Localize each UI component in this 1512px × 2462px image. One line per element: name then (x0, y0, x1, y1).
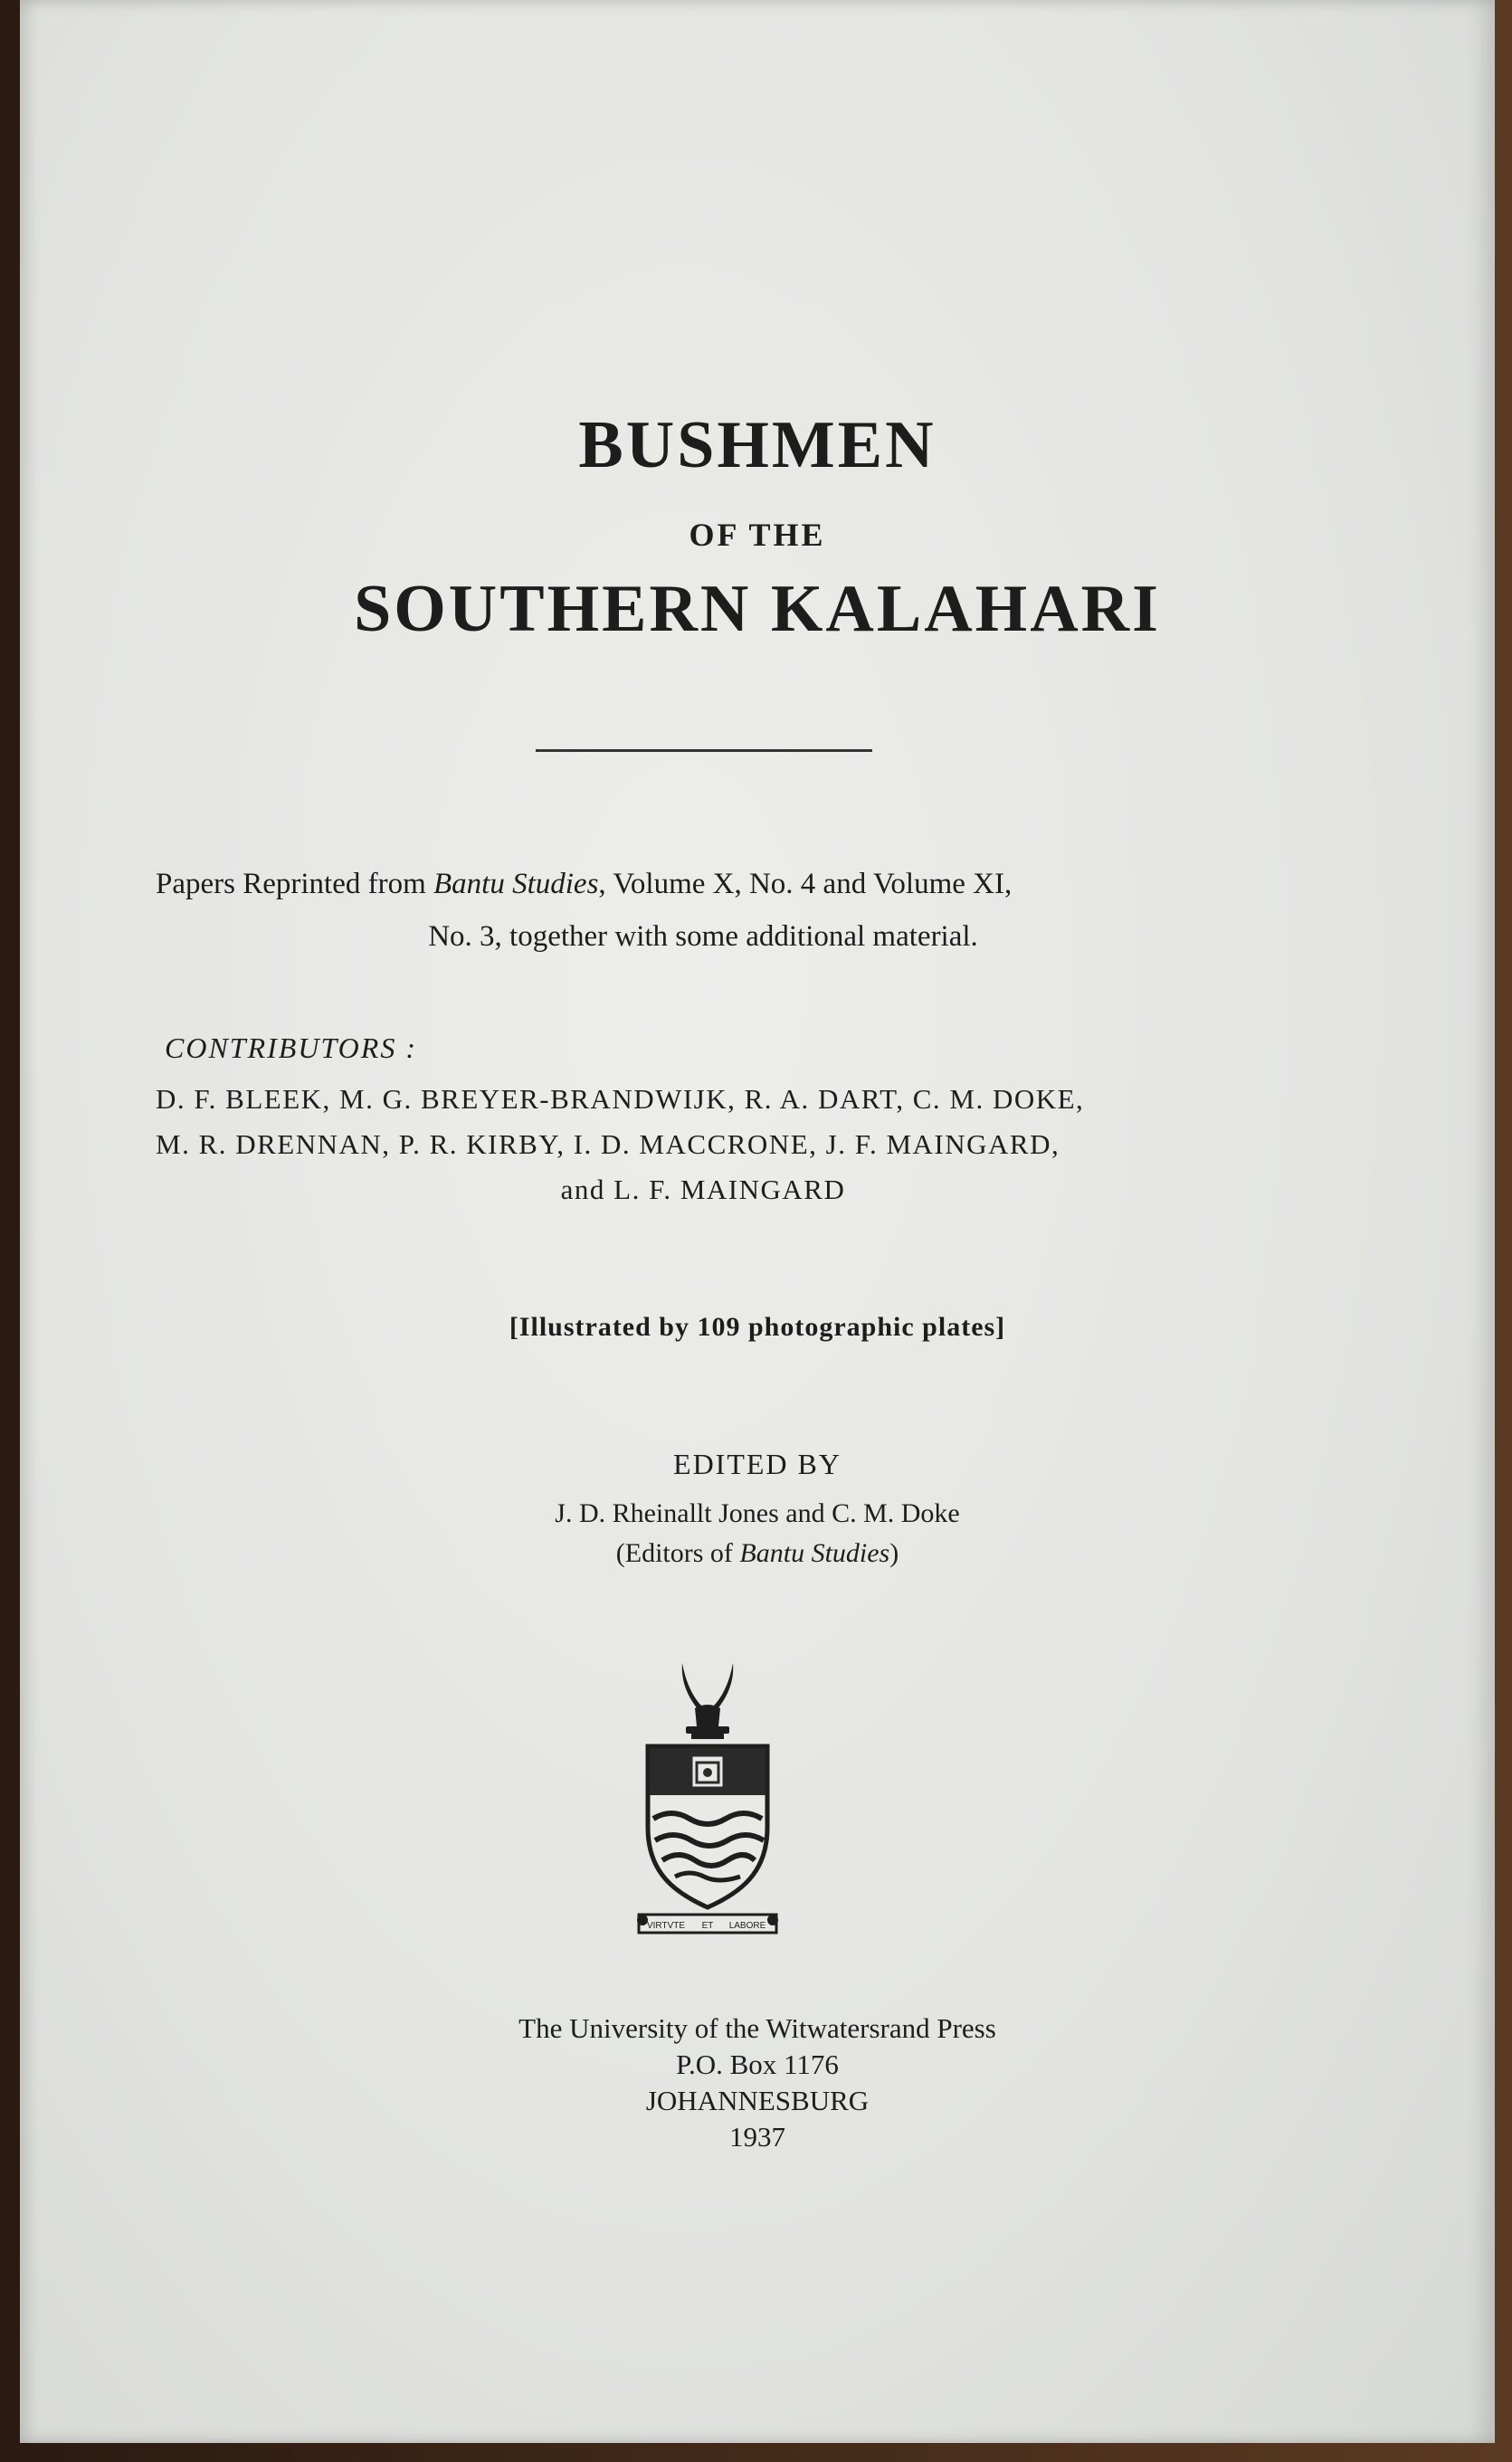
publisher-address: P.O. Box 1176 (676, 2048, 839, 2080)
crest-antelope-icon (682, 1663, 734, 1739)
title-rule (536, 749, 872, 752)
title-subtitle: SOUTHERN KALAHARI (354, 572, 1161, 646)
crest-motto-mid: ET (701, 1921, 714, 1931)
contributors-list (156, 1077, 1250, 1212)
illustration-note: [Illustrated by 109 photographic plates] (509, 1312, 1006, 1342)
university-crest-icon (635, 1656, 780, 1936)
edited-by-heading: EDITED BY (673, 1448, 842, 1480)
editor-names: J. D. Rheinallt Jones and C. M. Doke (555, 1498, 960, 1528)
publisher-city: JOHANNESBURG (645, 2085, 870, 2116)
contributors-line: M. R. DRENNAN, P. R. KIRBY, I. D. MACCRONE, J. F. MAINGARD, (156, 1128, 1060, 1160)
contributors-line: D. F. BLEEK, M. G. BREYER-BRANDWIJK, R. A. DART, C. M. DOKE, (156, 1083, 1085, 1115)
crest-shield-icon (648, 1746, 767, 1907)
crest-motto-right: LABORE (728, 1921, 766, 1931)
crest-motto-scroll (637, 1915, 778, 1933)
editor-role-prefix: (Editors of (615, 1538, 740, 1568)
reprint-note (156, 858, 1250, 963)
title-connector: OF THE (689, 517, 826, 553)
editor-role-journal: Bantu Studies (739, 1538, 890, 1568)
reprint-prefix: Papers Reprinted from (156, 868, 434, 900)
editor-role-suffix: ) (889, 1538, 899, 1568)
reprint-line-1-rest: , Volume X, No. 4 and Volume XI, (598, 868, 1013, 900)
contributors-line: and L. F. MAINGARD (560, 1174, 846, 1205)
crest-motto-left: VIRTVTE (646, 1921, 686, 1931)
reprint-line-2: No. 3, together with some additional material. (428, 920, 978, 953)
publication-year: 1937 (729, 2121, 785, 2153)
contributors-label: CONTRIBUTORS : (165, 1031, 417, 1064)
editor-role (20, 1538, 1495, 1569)
reprint-line-1 (156, 858, 1250, 910)
title-page (20, 0, 1495, 2443)
publisher-name: The University of the Witwatersrand Press (518, 2012, 996, 2044)
title-main: BUSHMEN (578, 408, 937, 482)
publisher-block (20, 2010, 1495, 2155)
reprint-journal: Bantu Studies (433, 868, 599, 900)
